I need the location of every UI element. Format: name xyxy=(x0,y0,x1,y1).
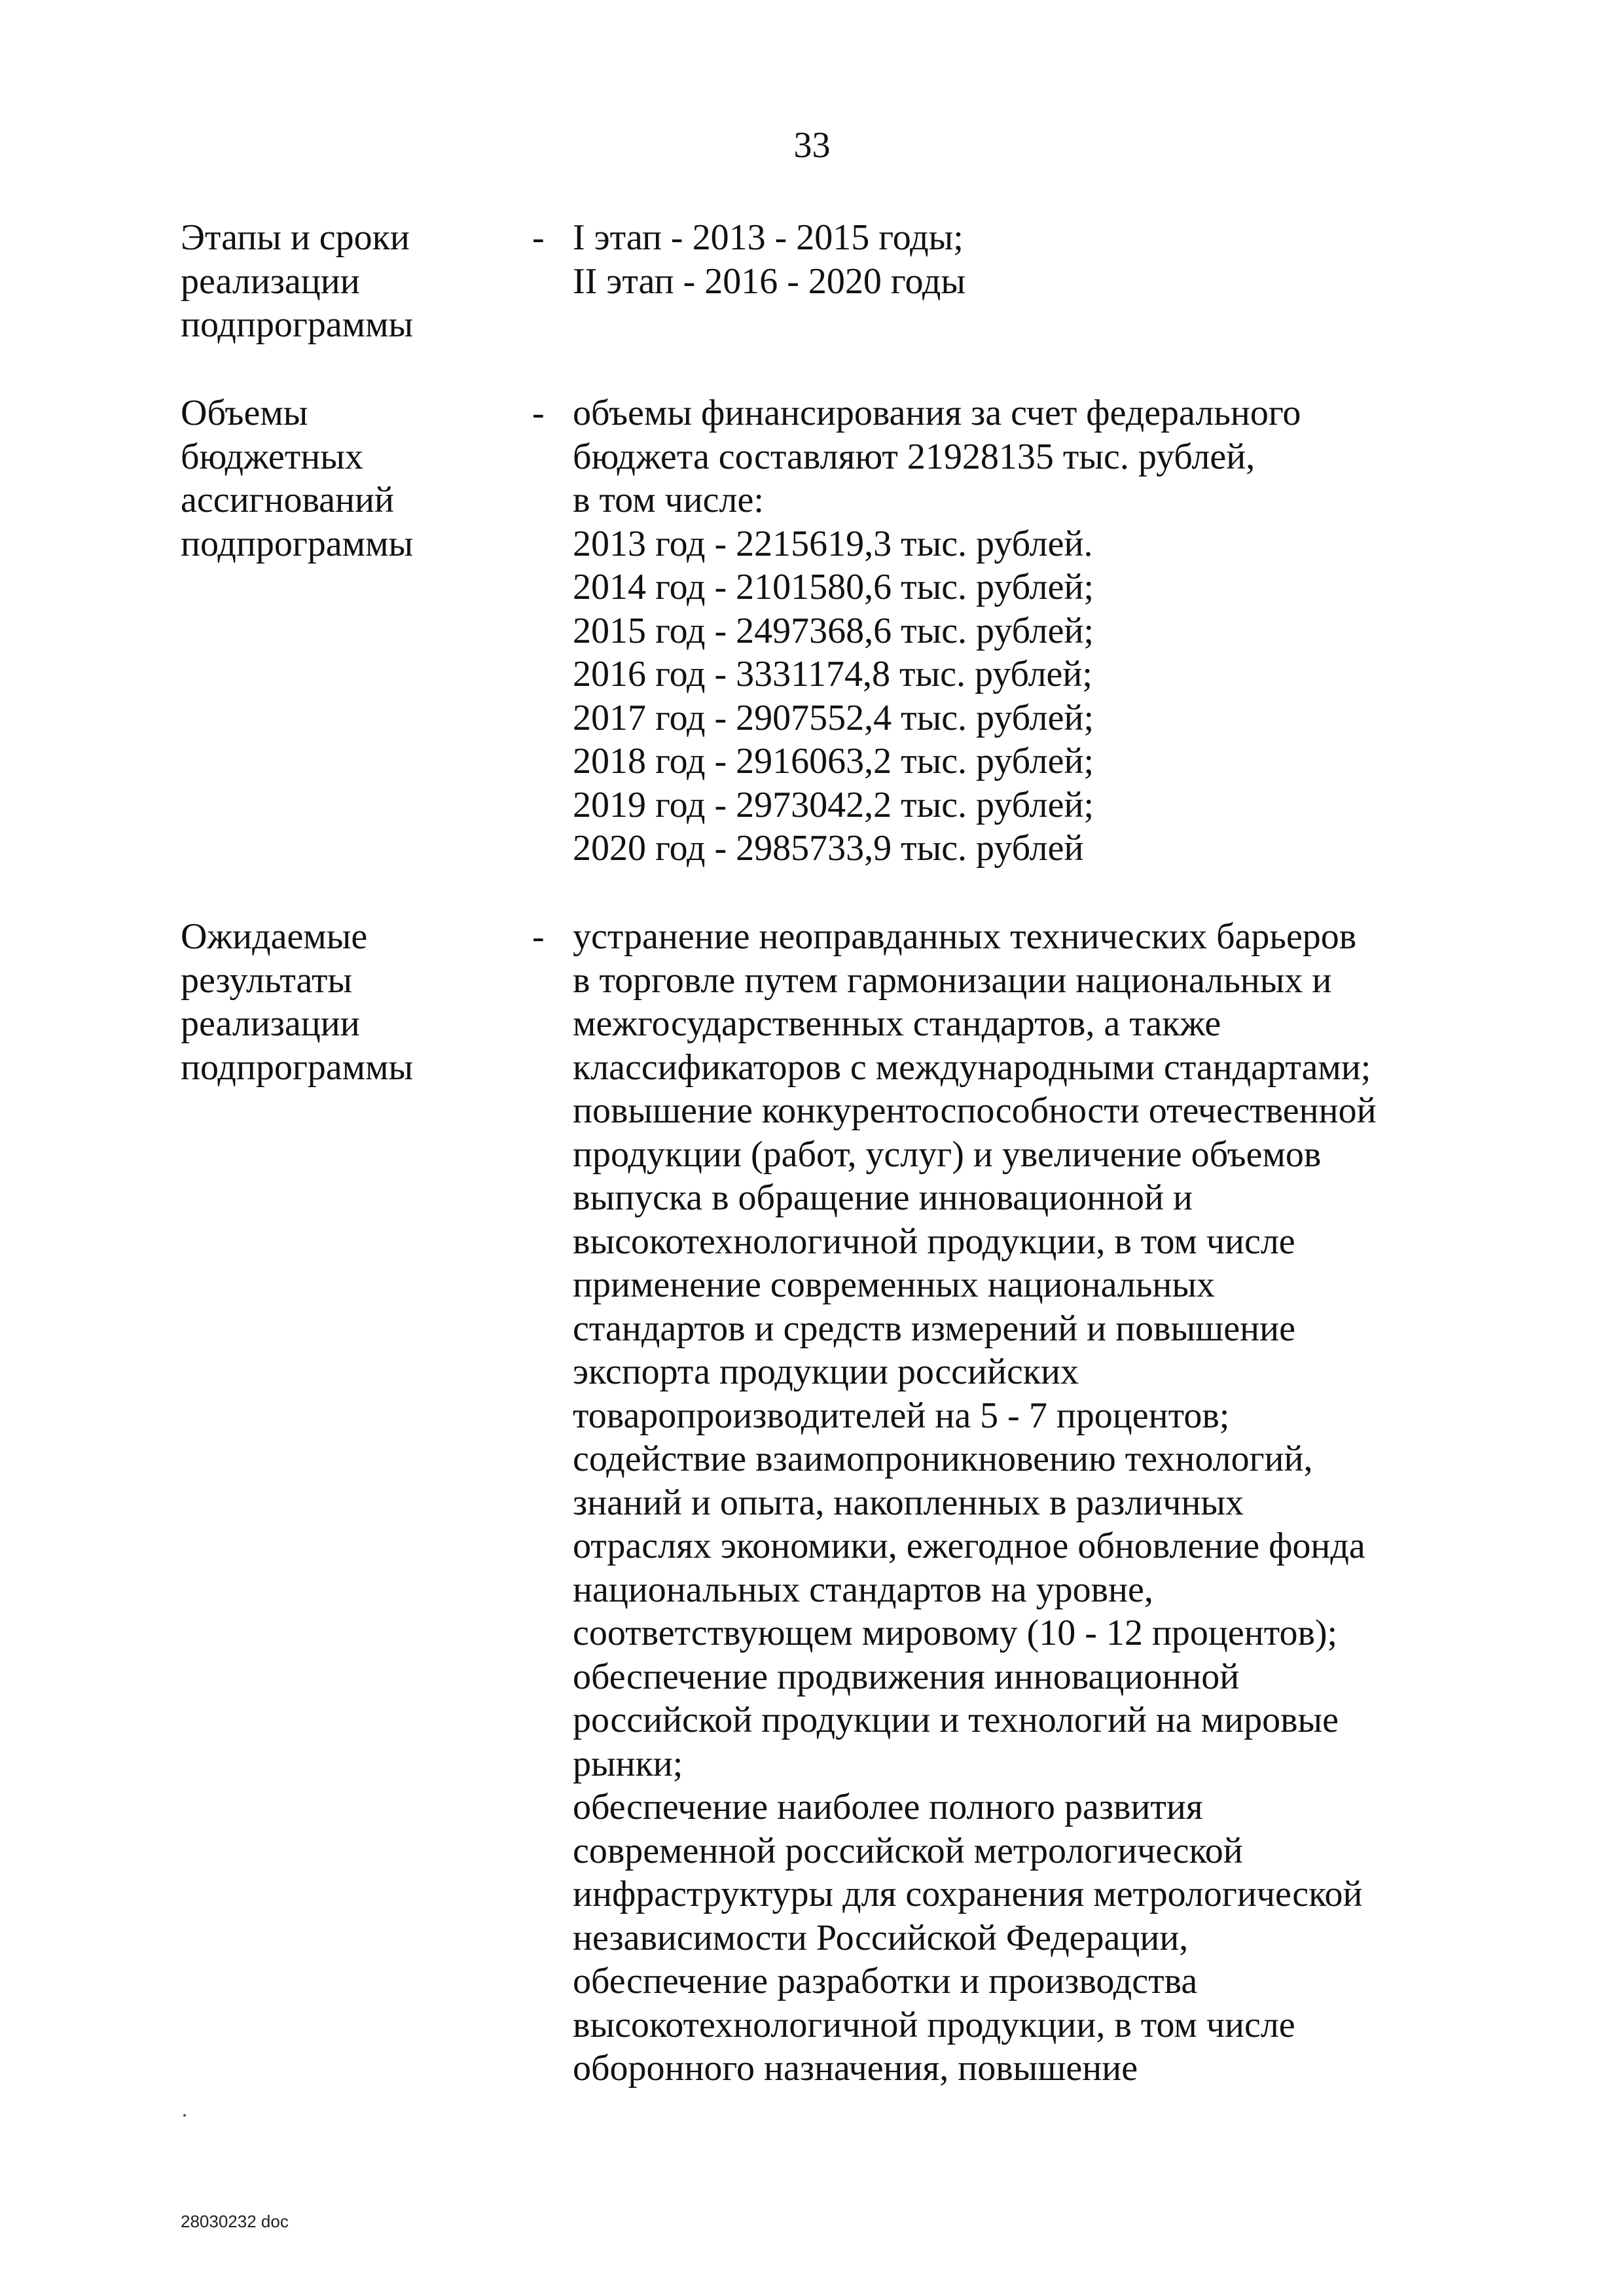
content-line: продукции (работ, услуг) и увеличение объемов xyxy=(573,1134,1322,1175)
label-line: Этапы и сроки xyxy=(181,217,410,258)
content-line: рынки; xyxy=(573,1743,683,1784)
content-line: отраслях экономики, ежегодное обновление фонда xyxy=(573,1526,1365,1566)
content-line: 2017 год - 2907552,4 тыс. рублей; xyxy=(573,697,1094,738)
content-line: I этап - 2013 - 2015 годы; xyxy=(573,217,964,258)
content-line: знаний и опыта, накопленных в различных xyxy=(573,1482,1244,1523)
section-content xyxy=(573,216,1463,303)
label-line: реализации xyxy=(181,260,360,302)
content-line: 2014 год - 2101580,6 тыс. рублей; xyxy=(573,567,1094,607)
section-label xyxy=(181,915,495,1089)
content-line: стандартов и средств измерений и повышение xyxy=(573,1308,1295,1349)
content-line: высокотехнологичной продукции, в том числе xyxy=(573,1221,1295,1262)
content-line: высокотехнологичной продукции, в том числе xyxy=(573,2004,1295,2045)
content-line: применение современных национальных xyxy=(573,1265,1216,1305)
scan-speck xyxy=(183,2114,186,2117)
content-line: 2020 год - 2985733,9 тыс. рублей xyxy=(573,828,1084,869)
content-line: 2016 год - 3331174,8 тыс. рублей; xyxy=(573,654,1092,694)
content-line: бюджета составляют 21928135 тыс. рублей, xyxy=(573,436,1255,477)
label-line: Ожидаемые xyxy=(181,916,368,957)
content-line: объемы финансирования за счет федерального xyxy=(573,393,1301,433)
section-dash: - xyxy=(532,916,545,957)
content-line: национальных стандартов на уровне, xyxy=(573,1569,1153,1610)
content-line: соответствующем мировому (10 - 12 процентов); xyxy=(573,1613,1338,1653)
label-line: ассигнований xyxy=(181,480,394,520)
section-content xyxy=(573,391,1463,870)
label-line: бюджетных xyxy=(181,436,363,477)
content-line: II этап - 2016 - 2020 годы xyxy=(573,260,965,302)
content-line: обеспечение разработки и производства xyxy=(573,1961,1198,2001)
label-line: реализации xyxy=(181,1003,360,1044)
content-line: в том числе: xyxy=(573,480,764,520)
section-content xyxy=(573,915,1463,2090)
content-line: оборонного назначения, повышение xyxy=(573,2048,1138,2089)
content-line: российской продукции и технологий на мировые xyxy=(573,1700,1339,1740)
content-line: 2015 год - 2497368,6 тыс. рублей; xyxy=(573,610,1094,651)
page-number: 33 xyxy=(793,125,831,166)
section-dash: - xyxy=(532,393,545,433)
content-line: повышение конкурентоспособности отечественной xyxy=(573,1090,1377,1131)
content-line: выпуска в обращение инновационной и xyxy=(573,1177,1193,1218)
content-line: обеспечение наиболее полного развития xyxy=(573,1787,1203,1827)
label-line: подпрограммы xyxy=(181,304,414,345)
content-line: современной российской метрологической xyxy=(573,1830,1243,1871)
section-label xyxy=(181,391,495,565)
label-line: подпрограммы xyxy=(181,523,414,564)
content-line: независимости Российской Федерации, xyxy=(573,1917,1189,1958)
label-line: Объемы xyxy=(181,393,308,433)
label-line: результаты xyxy=(181,960,353,1001)
content-line: содействие взаимопроникновению технологий, xyxy=(573,1439,1313,1479)
label-line: подпрограммы xyxy=(181,1047,414,1088)
content-line: в торговле путем гармонизации национальных и xyxy=(573,960,1332,1001)
content-line: межгосударственных стандартов, а также xyxy=(573,1003,1221,1044)
content-line: классификаторов с международными стандартами; xyxy=(573,1047,1371,1088)
footer-doc-code: 28030232 doc xyxy=(181,2212,289,2231)
content-line: экспорта продукции российских xyxy=(573,1352,1079,1392)
content-line: обеспечение продвижения инновационной xyxy=(573,1656,1240,1697)
content-line: 2018 год - 2916063,2 тыс. рублей; xyxy=(573,741,1094,781)
section-dash: - xyxy=(532,217,545,258)
content-line: 2013 год - 2215619,3 тыс. рублей. xyxy=(573,523,1093,564)
content-line: 2019 год - 2973042,2 тыс. рублей; xyxy=(573,784,1094,825)
section-label xyxy=(181,216,495,347)
content-line: товаропроизводителей на 5 - 7 процентов; xyxy=(573,1395,1230,1436)
content-line: инфраструктуры для сохранения метрологической xyxy=(573,1874,1363,1914)
content-line: устранение неоправданных технических барьеров xyxy=(573,916,1357,957)
